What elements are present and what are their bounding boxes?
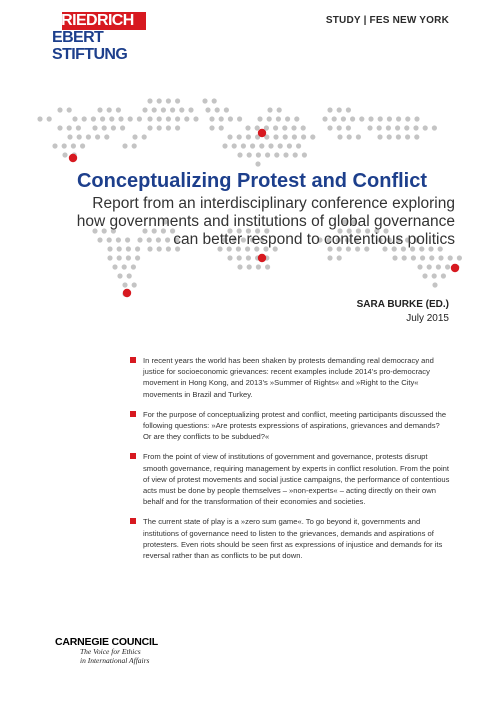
map-dot xyxy=(228,116,233,121)
map-dot xyxy=(147,125,152,130)
map-dot xyxy=(267,107,272,112)
map-dot xyxy=(282,125,287,130)
map-dot xyxy=(67,134,72,139)
map-dot xyxy=(122,282,127,287)
map-dot xyxy=(423,125,428,130)
map-dot xyxy=(432,125,437,130)
map-dot xyxy=(287,143,292,148)
map-dot xyxy=(448,255,453,260)
map-dot xyxy=(157,116,162,121)
summary-item xyxy=(130,355,450,400)
map-dot xyxy=(77,134,82,139)
map-dot xyxy=(402,255,407,260)
map-dot xyxy=(100,116,105,121)
map-dot xyxy=(265,264,270,269)
map-dot xyxy=(241,143,246,148)
map-dot xyxy=(131,264,136,269)
map-dot xyxy=(396,134,401,139)
map-dot xyxy=(337,255,342,260)
map-dot xyxy=(104,134,109,139)
map-dot xyxy=(256,152,261,157)
map-dot xyxy=(71,143,76,148)
map-dot xyxy=(301,134,306,139)
map-dot xyxy=(170,107,175,112)
map-dot xyxy=(86,134,91,139)
map-dot xyxy=(327,107,332,112)
map-dot xyxy=(57,107,62,112)
map-dot xyxy=(219,125,224,130)
map-dot-highlight xyxy=(69,154,77,162)
map-dot xyxy=(126,255,131,260)
map-dot xyxy=(62,143,67,148)
map-dot xyxy=(237,264,242,269)
map-dot xyxy=(246,255,251,260)
map-dot xyxy=(368,116,373,121)
map-dot xyxy=(107,255,112,260)
red-square-bullet-icon xyxy=(130,411,136,417)
document-title: Conceptualizing Protest and Conflict xyxy=(76,170,427,192)
map-dot xyxy=(302,152,307,157)
summary-item xyxy=(130,409,450,443)
map-dot xyxy=(224,107,229,112)
map-dot xyxy=(386,125,391,130)
map-dot xyxy=(135,255,140,260)
map-dot xyxy=(232,143,237,148)
author: SARA BURKE (ED.) xyxy=(356,299,449,310)
map-dot xyxy=(327,125,332,130)
map-dot xyxy=(283,152,288,157)
map-dot xyxy=(247,152,252,157)
summary-item xyxy=(130,516,450,561)
map-dot xyxy=(222,143,227,148)
red-square-bullet-icon xyxy=(130,357,136,363)
map-dot xyxy=(76,125,81,130)
map-dot xyxy=(278,143,283,148)
map-dot xyxy=(429,255,434,260)
map-dot xyxy=(161,107,166,112)
map-dot xyxy=(157,98,162,103)
map-dot xyxy=(37,116,42,121)
map-dot xyxy=(67,125,72,130)
map-dot xyxy=(128,116,133,121)
map-dot xyxy=(166,125,171,130)
map-dot xyxy=(387,116,392,121)
map-dot xyxy=(91,116,96,121)
red-square-bullet-icon xyxy=(130,518,136,524)
map-dot xyxy=(95,134,100,139)
map-dot xyxy=(209,125,214,130)
document-subtitle: Report from an interdisciplinary conference exploring how governments and institutions of global governance can better respond to contentious politics xyxy=(76,195,455,248)
map-dot xyxy=(346,107,351,112)
map-dot xyxy=(80,143,85,148)
map-dot xyxy=(337,125,342,130)
carnegie-tagline-2: in International Affairs xyxy=(80,655,150,665)
map-dot xyxy=(387,134,392,139)
map-dot xyxy=(296,143,301,148)
map-dot xyxy=(250,143,255,148)
map-dot xyxy=(184,116,189,121)
map-dot xyxy=(417,264,422,269)
map-dot xyxy=(122,143,127,148)
map-dot xyxy=(283,134,288,139)
map-dot xyxy=(294,116,299,121)
map-dot xyxy=(175,116,180,121)
map-dot xyxy=(179,107,184,112)
map-dot xyxy=(137,116,142,121)
map-dot xyxy=(47,116,52,121)
logo-line-3: STIFTUNG xyxy=(52,46,128,63)
map-dot xyxy=(245,125,250,130)
map-dot xyxy=(127,273,132,278)
logo-line-1: FRIEDRICH xyxy=(52,12,134,29)
map-dot xyxy=(367,125,372,130)
map-dot xyxy=(432,282,437,287)
map-dot xyxy=(67,107,72,112)
map-dot-highlight xyxy=(258,254,266,262)
map-dot xyxy=(268,143,273,148)
logo-line-2: EBERT xyxy=(52,29,104,46)
map-dot xyxy=(347,134,352,139)
map-dot xyxy=(267,116,272,121)
map-dot xyxy=(166,116,171,121)
map-dot xyxy=(227,134,232,139)
map-dot xyxy=(405,134,410,139)
red-square-bullet-icon xyxy=(130,453,136,459)
map-dot xyxy=(395,125,400,130)
summary-list xyxy=(130,355,450,570)
map-dot xyxy=(457,255,462,260)
map-dot xyxy=(175,125,180,130)
map-dot xyxy=(265,152,270,157)
map-dot xyxy=(118,116,123,121)
map-dot xyxy=(292,134,297,139)
map-dot xyxy=(392,255,397,260)
map-dot xyxy=(322,116,327,121)
map-dot xyxy=(193,116,198,121)
map-dot xyxy=(411,255,416,260)
map-dot xyxy=(52,143,57,148)
map-dot xyxy=(117,273,122,278)
map-dot xyxy=(209,116,214,121)
map-dot xyxy=(274,152,279,157)
map-dot xyxy=(432,273,437,278)
map-dot xyxy=(188,107,193,112)
map-dot xyxy=(341,116,346,121)
map-dot xyxy=(310,134,315,139)
map-dot xyxy=(277,107,282,112)
map-dot xyxy=(132,134,137,139)
map-dot xyxy=(219,116,224,121)
map-dot xyxy=(377,125,382,130)
map-dot xyxy=(122,264,127,269)
map-dot xyxy=(157,125,162,130)
map-dot xyxy=(212,98,217,103)
map-dot xyxy=(291,125,296,130)
map-dot xyxy=(72,116,77,121)
carnegie-tagline-1: The Voice for Ethics xyxy=(80,647,141,656)
summary-text: From the point of view of institutions of government and governance, protests disrupt smooth governance, requiring management by experts in conflict resolution. From the point of view of protest movements and social justice campaigns, the performance of contentious acts must be done by people themselves – »non-experts« – acting directly on their own behalf and for the transformation of their economies and societies. xyxy=(143,452,450,507)
summary-item xyxy=(130,451,450,507)
map-dot xyxy=(378,116,383,121)
map-dot xyxy=(276,116,281,121)
map-dot xyxy=(441,273,446,278)
map-dot xyxy=(132,143,137,148)
map-dot xyxy=(273,125,278,130)
map-dot xyxy=(62,152,67,157)
map-dot xyxy=(117,255,122,260)
study-label: STUDY | FES NEW YORK xyxy=(325,15,449,26)
publication-date: July 2015 xyxy=(406,313,449,324)
map-dot xyxy=(427,264,432,269)
map-dot xyxy=(273,134,278,139)
map-dot xyxy=(396,116,401,121)
map-dot xyxy=(332,116,337,121)
map-dot xyxy=(227,255,232,260)
summary-text: For the purpose of conceptualizing protest and conflict, meeting participants discussed the following questions: »Are protests expressions of aspirations, grievances and demands? Or are they conflicts to be subdued?« xyxy=(143,409,447,442)
map-dot xyxy=(346,125,351,130)
map-dot xyxy=(356,134,361,139)
map-dot xyxy=(414,134,419,139)
map-dot xyxy=(57,125,62,130)
map-dot xyxy=(107,107,112,112)
map-dot xyxy=(112,264,117,269)
map-dot xyxy=(237,116,242,121)
map-dot xyxy=(255,161,260,166)
map-dot xyxy=(152,107,157,112)
map-dot xyxy=(237,134,242,139)
map-dot xyxy=(116,107,121,112)
map-dot xyxy=(350,116,355,121)
map-dot xyxy=(259,143,264,148)
map-dot xyxy=(420,255,425,260)
carnegie-name: CARNEGIE COUNCIL xyxy=(55,636,158,648)
map-dot xyxy=(132,282,137,287)
summary-text: The current state of play is a »zero sum game«. To go beyond it, governments and institutions of governance need to listen to the grievances, demands and aspirations of protesters. Even riots should be seen first as expressions of injustice and demands for its reversal rather than as conflicts to be put down. xyxy=(143,517,443,561)
map-dot xyxy=(337,107,342,112)
map-dot-highlight xyxy=(258,129,266,137)
map-dot xyxy=(202,98,207,103)
map-dot-highlight xyxy=(123,289,131,297)
map-dot xyxy=(147,98,152,103)
map-dot xyxy=(237,152,242,157)
map-dot xyxy=(377,134,382,139)
map-dot xyxy=(111,125,116,130)
map-dot xyxy=(175,98,180,103)
map-dot xyxy=(247,264,252,269)
map-dot xyxy=(92,125,97,130)
map-dot xyxy=(337,134,342,139)
carnegie-council-logo xyxy=(55,636,158,665)
map-dot xyxy=(293,152,298,157)
map-dot xyxy=(301,125,306,130)
map-dot xyxy=(438,255,443,260)
map-dot xyxy=(120,125,125,130)
map-dot xyxy=(445,264,450,269)
map-dot xyxy=(414,116,419,121)
map-dot-highlight xyxy=(451,264,459,272)
map-dot xyxy=(142,107,147,112)
map-dot xyxy=(102,125,107,130)
map-dot xyxy=(256,264,261,269)
map-dot xyxy=(255,125,260,130)
map-dot xyxy=(109,116,114,121)
map-dot xyxy=(237,255,242,260)
map-dot xyxy=(413,125,418,130)
map-dot xyxy=(205,107,210,112)
map-dot xyxy=(166,98,171,103)
map-dot xyxy=(359,116,364,121)
map-dot xyxy=(215,107,220,112)
map-dot xyxy=(422,273,427,278)
map-dot xyxy=(405,116,410,121)
map-dot xyxy=(404,125,409,130)
summary-text: In recent years the world has been shaken by protests demanding real democracy and justice for socioeconomic grievances: recent examples include 2014’s pro-democracy movement in Hong Kong, and 2013’s »Summer of Rights« and »Right to the City« movements in Brazil and Turkey. xyxy=(143,356,434,399)
map-dot xyxy=(327,255,332,260)
map-dot xyxy=(97,107,102,112)
map-dot xyxy=(82,116,87,121)
map-dot xyxy=(257,116,262,121)
map-dot xyxy=(436,264,441,269)
map-dot xyxy=(147,116,152,121)
map-dot xyxy=(285,116,290,121)
map-dot xyxy=(246,134,251,139)
map-dot xyxy=(142,134,147,139)
